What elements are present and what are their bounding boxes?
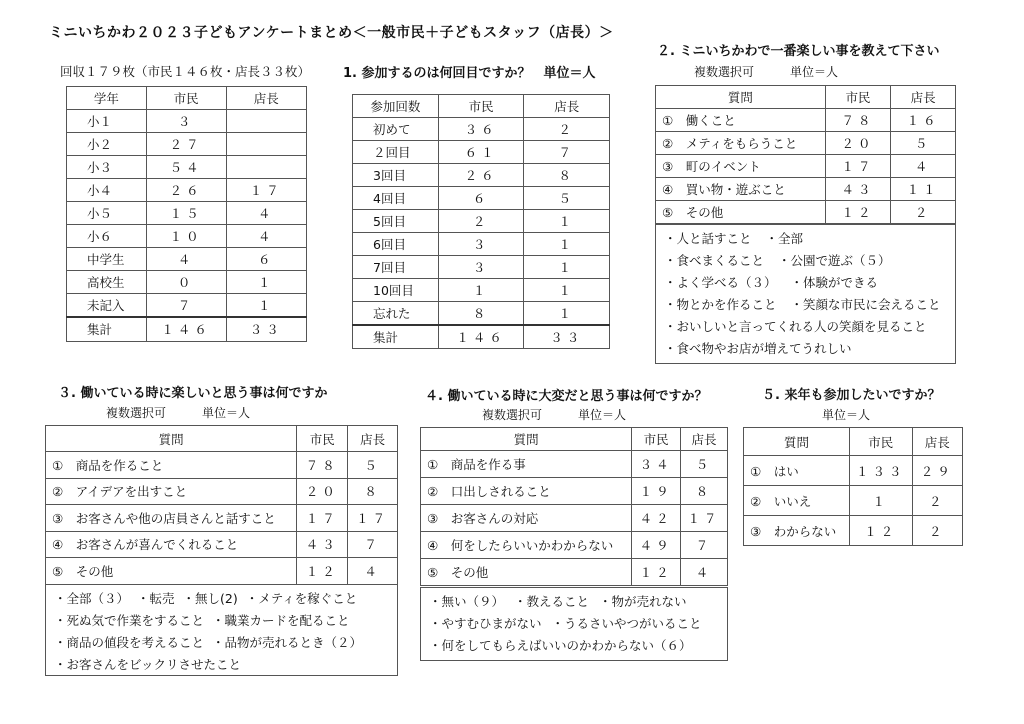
citizen-count: ０ <box>146 271 226 294</box>
manager-count: ７ <box>348 531 398 558</box>
q2-other-answers <box>655 224 956 364</box>
note-item: ・無い（９） <box>429 594 505 609</box>
manager-count: ２ <box>912 516 962 546</box>
note-item: ・商品の値段を考えること <box>54 635 205 650</box>
table-row <box>353 210 610 233</box>
manager-count: １ <box>226 271 307 294</box>
citizen-count: ３６ <box>438 118 524 141</box>
q5-note: 単位＝人 <box>822 408 871 422</box>
manager-count: １ <box>524 256 610 279</box>
manager-count: ８ <box>681 478 728 505</box>
q5-title: ５. 来年も参加したいですか？ <box>762 388 941 403</box>
manager-count: ５ <box>681 451 728 478</box>
row-label: ③ お客さんや他の店員さんと話すこと <box>46 505 297 532</box>
note-item: ・死ぬ気で作業をすること <box>54 613 205 628</box>
note-item: ・物とかを作ること <box>664 297 777 312</box>
manager-count: １６ <box>891 109 956 132</box>
column-header: 質問 <box>421 428 632 451</box>
table-row <box>46 452 398 479</box>
row-label: 初めて <box>353 118 439 141</box>
note-item: ・公園で遊ぶ（５） <box>778 253 891 268</box>
table-row <box>421 532 728 559</box>
manager-total: ３３ <box>524 325 610 349</box>
note-item: ・品物が売れるとき（２） <box>212 635 363 650</box>
citizen-count: ４ <box>146 248 226 271</box>
note-line <box>54 632 389 654</box>
note-line <box>429 635 719 657</box>
q3-note: 複数選択可 単位＝人 <box>106 406 251 420</box>
q2-table <box>655 85 956 224</box>
table-row <box>421 559 728 586</box>
manager-count: ４ <box>226 225 307 248</box>
manager-count: ７ <box>681 532 728 559</box>
collection-summary: 回収１７９枚（市民１４６枚・店長３３枚） <box>60 64 311 79</box>
page-title: ミニいちかわ２０２３子どもアンケートまとめ＜一般市民＋子どもスタッフ（店長）＞ <box>49 25 614 41</box>
citizen-count: １０ <box>146 225 226 248</box>
row-label: 6回目 <box>353 233 439 256</box>
note-line <box>429 613 719 635</box>
row-label: ③ お客さんの対応 <box>421 505 632 532</box>
citizen-count: ４２ <box>632 505 681 532</box>
note-item: ・何をしてもらえばいいのかわからない（６） <box>429 638 692 653</box>
citizen-count: ６ <box>438 187 524 210</box>
citizen-count: ７８ <box>825 109 891 132</box>
note-line <box>664 294 947 316</box>
note-item: ・おいしいと言ってくれる人の笑顔を見ること <box>664 319 927 334</box>
column-header: 参加回数 <box>353 95 439 118</box>
table-row <box>656 201 956 224</box>
q4-other-answers <box>420 587 728 661</box>
manager-count: ５ <box>891 132 956 155</box>
table-row <box>744 456 963 486</box>
note-item: ・無し(2) <box>182 591 238 606</box>
row-label: ⑤ その他 <box>656 201 826 224</box>
table-row <box>353 279 610 302</box>
note-line <box>54 610 389 632</box>
q4-note: 複数選択可 単位＝人 <box>482 408 627 422</box>
row-label: ③ わからない <box>744 516 850 546</box>
row-label: 3回目 <box>353 164 439 187</box>
citizen-count: １ <box>438 279 524 302</box>
column-header: 質問 <box>656 86 826 109</box>
column-header: 学年 <box>67 87 147 110</box>
q3-table <box>45 425 398 585</box>
citizen-count: ３４ <box>632 451 681 478</box>
citizen-count: １ <box>850 486 913 516</box>
grade-table <box>66 86 307 342</box>
row-label: ① はい <box>744 456 850 486</box>
manager-count: １１ <box>891 178 956 201</box>
table-row <box>67 202 307 225</box>
table-row <box>744 486 963 516</box>
manager-count: ４ <box>348 558 398 585</box>
table-row <box>67 110 307 133</box>
column-header: 店長 <box>912 428 962 456</box>
row-label: ② 口出しされること <box>421 478 632 505</box>
row-label: 小６ <box>67 225 147 248</box>
row-label: 4回目 <box>353 187 439 210</box>
citizen-count: ６１ <box>438 141 524 164</box>
total-row <box>67 317 307 342</box>
row-label: 中学生 <box>67 248 147 271</box>
row-label: ⑤ その他 <box>46 558 297 585</box>
column-header: 市民 <box>825 86 891 109</box>
note-line <box>54 588 389 610</box>
citizen-count: １７ <box>825 155 891 178</box>
citizen-count: ３ <box>146 110 226 133</box>
table-row <box>744 516 963 546</box>
table-row <box>656 178 956 201</box>
manager-count: １７ <box>226 179 307 202</box>
citizen-count: １５ <box>146 202 226 225</box>
manager-count: ６ <box>226 248 307 271</box>
manager-count: １ <box>524 279 610 302</box>
citizen-count: １２ <box>632 559 681 586</box>
q1-title: 1. 参加するのは何回目ですか？ 単位＝人 <box>343 66 596 81</box>
manager-count: １ <box>524 302 610 325</box>
row-label: 未記入 <box>67 294 147 317</box>
row-label: ２回目 <box>353 141 439 164</box>
table-row <box>46 558 398 585</box>
table-row <box>353 233 610 256</box>
row-label: ⑤ その他 <box>421 559 632 586</box>
manager-count: ４ <box>226 202 307 225</box>
row-label: ① 働くこと <box>656 109 826 132</box>
note-item: ・転売 <box>137 591 175 606</box>
citizen-count: ４９ <box>632 532 681 559</box>
citizen-count: ２０ <box>825 132 891 155</box>
row-label: ① 商品を作る事 <box>421 451 632 478</box>
manager-total: ３３ <box>226 317 307 342</box>
manager-count: ８ <box>348 478 398 505</box>
q2-title: ２. ミニいちかわで一番楽しい事を教えて下さい <box>657 44 940 59</box>
citizen-count: ２ <box>438 210 524 233</box>
citizen-count: ７８ <box>297 452 348 479</box>
row-label: 5回目 <box>353 210 439 233</box>
manager-count: １７ <box>681 505 728 532</box>
column-header: 店長 <box>524 95 610 118</box>
q3-title: ３. 働いている時に楽しいと思う事は何ですか <box>58 386 328 401</box>
column-header: 店長 <box>226 87 307 110</box>
manager-count: ２９ <box>912 456 962 486</box>
citizen-count: ５４ <box>146 156 226 179</box>
note-item: ・食べまくること <box>664 253 765 268</box>
manager-count: ４ <box>681 559 728 586</box>
note-item: ・やすむひまがない <box>429 616 542 631</box>
table-row <box>421 478 728 505</box>
note-item: ・メティを稼ぐこと <box>245 591 358 606</box>
q3-other-answers <box>45 584 398 676</box>
manager-count: １ <box>524 210 610 233</box>
manager-count: ４ <box>891 155 956 178</box>
manager-count: ２ <box>524 118 610 141</box>
row-label: ④ 何をしたらいいかわからない <box>421 532 632 559</box>
column-header: 質問 <box>46 426 297 452</box>
row-label: ④ 買い物・遊ぶこと <box>656 178 826 201</box>
row-label: 小１ <box>67 110 147 133</box>
citizen-count: １３３ <box>850 456 913 486</box>
table-row <box>67 179 307 202</box>
note-line <box>664 338 947 360</box>
manager-count: ８ <box>524 164 610 187</box>
manager-count: ５ <box>348 452 398 479</box>
note-line <box>664 250 947 272</box>
note-item: ・物が売れない <box>599 594 687 609</box>
note-item: ・人と話すこと <box>664 231 752 246</box>
note-item: ・全部 <box>765 231 804 246</box>
manager-count: １ <box>524 233 610 256</box>
note-item: ・お客さんをビックリさせたこと <box>54 657 242 672</box>
manager-count <box>226 133 307 156</box>
note-item: ・全部（３） <box>54 591 130 606</box>
citizen-count: １２ <box>850 516 913 546</box>
column-header: 店長 <box>348 426 398 452</box>
note-line <box>664 228 947 250</box>
column-header: 質問 <box>744 428 850 456</box>
row-label: ④ お客さんが喜んでくれること <box>46 531 297 558</box>
citizen-count: ２６ <box>146 179 226 202</box>
table-row <box>353 164 610 187</box>
note-item: ・笑顔な市民に会えること <box>790 297 941 312</box>
table-row <box>46 505 398 532</box>
manager-count: ２ <box>891 201 956 224</box>
row-label: 小５ <box>67 202 147 225</box>
row-label: ② いいえ <box>744 486 850 516</box>
citizen-count: １２ <box>297 558 348 585</box>
table-row <box>421 505 728 532</box>
citizen-count: ７ <box>146 294 226 317</box>
citizen-count: １２ <box>825 201 891 224</box>
citizen-count: ８ <box>438 302 524 325</box>
q4-table <box>420 427 728 586</box>
row-label: 忘れた <box>353 302 439 325</box>
manager-count: １７ <box>348 505 398 532</box>
table-row <box>46 531 398 558</box>
row-label: 10回目 <box>353 279 439 302</box>
column-header: 市民 <box>438 95 524 118</box>
note-item: ・教えること <box>514 594 590 609</box>
table-row <box>421 451 728 478</box>
row-label: 小２ <box>67 133 147 156</box>
note-item: ・食べ物やお店が増えてうれしい <box>664 341 852 356</box>
table-row <box>353 187 610 210</box>
table-row <box>67 133 307 156</box>
citizen-count: ４３ <box>825 178 891 201</box>
citizen-total: １４６ <box>438 325 524 349</box>
table-row <box>67 271 307 294</box>
table-row <box>353 256 610 279</box>
row-label: ② メティをもらうこと <box>656 132 826 155</box>
note-line <box>664 272 947 294</box>
citizen-total: １４６ <box>146 317 226 342</box>
column-header: 店長 <box>681 428 728 451</box>
table-row <box>67 248 307 271</box>
citizen-count: ４３ <box>297 531 348 558</box>
citizen-count: １７ <box>297 505 348 532</box>
citizen-count: ２０ <box>297 478 348 505</box>
column-header: 店長 <box>891 86 956 109</box>
column-header: 市民 <box>297 426 348 452</box>
q5-table <box>743 427 963 546</box>
row-label: 小３ <box>67 156 147 179</box>
row-label: 小４ <box>67 179 147 202</box>
q4-title: ４. 働いている時に大変だと思う事は何ですか？ <box>425 389 708 404</box>
table-row <box>656 132 956 155</box>
table-row <box>656 155 956 178</box>
total-row <box>353 325 610 349</box>
row-label: ② アイデアを出すこと <box>46 478 297 505</box>
table-row <box>353 118 610 141</box>
citizen-count: １９ <box>632 478 681 505</box>
manager-count: ５ <box>524 187 610 210</box>
row-label: 高校生 <box>67 271 147 294</box>
row-label: 7回目 <box>353 256 439 279</box>
citizen-count: ２７ <box>146 133 226 156</box>
table-row <box>46 478 398 505</box>
note-line <box>429 591 719 613</box>
manager-count: １ <box>226 294 307 317</box>
citizen-count: ２６ <box>438 164 524 187</box>
q2-note: 複数選択可 単位＝人 <box>694 65 839 79</box>
table-row <box>353 302 610 325</box>
table-row <box>67 156 307 179</box>
note-item: ・よく学べる（３） <box>664 275 777 290</box>
note-item: ・うるさいやつがいること <box>551 616 702 631</box>
note-line <box>54 654 389 676</box>
manager-count: ７ <box>524 141 610 164</box>
note-line <box>664 316 947 338</box>
q1-table <box>352 94 610 349</box>
column-header: 市民 <box>632 428 681 451</box>
table-row <box>67 294 307 317</box>
total-label: 集計 <box>353 325 439 349</box>
row-label: ③ 町のイベント <box>656 155 826 178</box>
manager-count <box>226 156 307 179</box>
manager-count: ２ <box>912 486 962 516</box>
note-item: ・職業カードを配ること <box>212 613 350 628</box>
table-row <box>656 109 956 132</box>
table-row <box>353 141 610 164</box>
manager-count <box>226 110 307 133</box>
total-label: 集計 <box>67 317 147 342</box>
table-row <box>67 225 307 248</box>
column-header: 市民 <box>146 87 226 110</box>
citizen-count: ３ <box>438 233 524 256</box>
column-header: 市民 <box>850 428 913 456</box>
note-item: ・体験ができる <box>790 275 879 290</box>
row-label: ① 商品を作ること <box>46 452 297 479</box>
citizen-count: ３ <box>438 256 524 279</box>
